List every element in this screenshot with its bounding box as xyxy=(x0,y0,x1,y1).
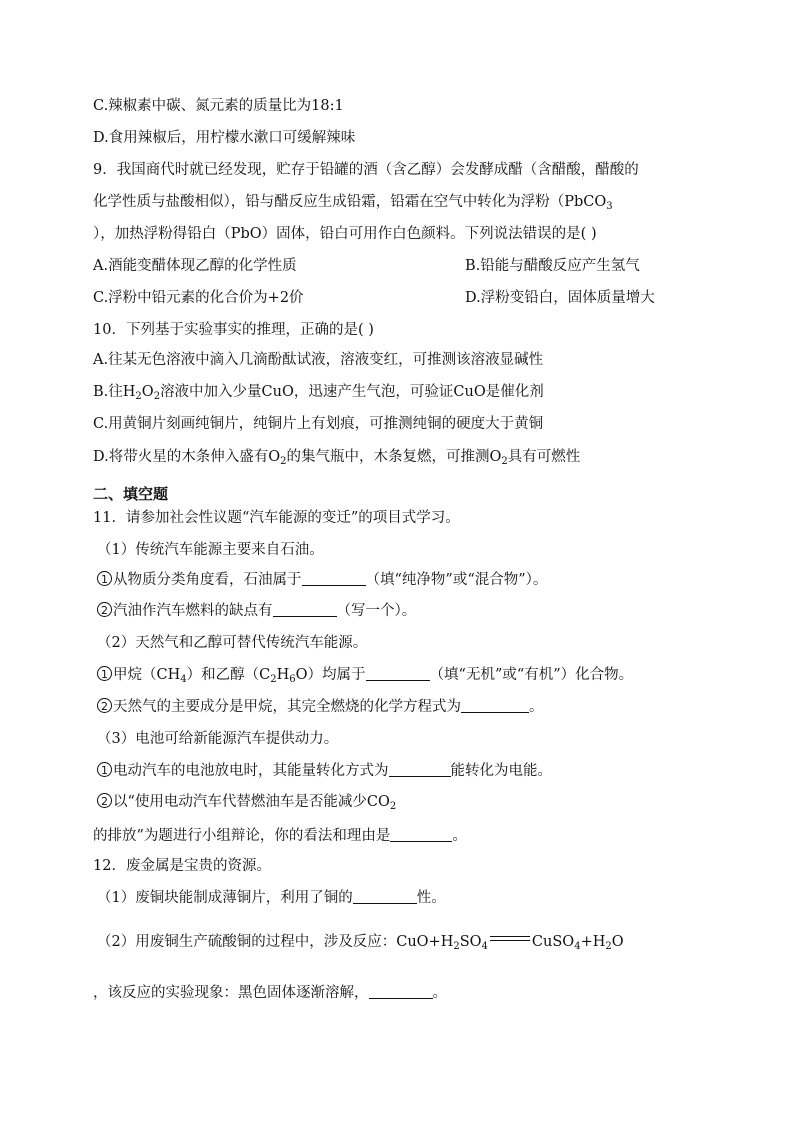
q9-option-a: A.酒能变醋体现乙醇的化学性质 xyxy=(93,258,297,274)
q9-option-b: B.铅能与醋酸反应产生氢气 xyxy=(465,258,640,274)
q9-options-cd xyxy=(93,288,734,308)
q9-stem-line3: ），加热浮粉得铅白（PbO）固体，铅白可用作白色颜料。下列说法错误的是( ) xyxy=(93,226,597,242)
q8-option-d: D.食用辣椒后，用柠檬水漱口可缓解辣味 xyxy=(93,130,356,146)
q11-part3: （3）电池可给新能源汽车提供动力。 xyxy=(97,731,339,747)
q10-stem: 10．下列基于实验事实的推理，正确的是( ) xyxy=(93,322,374,338)
answer-blank[interactable] xyxy=(273,601,337,617)
q9-stem-line1: 9．我国商代时就已经发现，贮存于铅罐的酒（含乙醇）会发酵成醋（含醋酸，醋酸的 xyxy=(93,162,639,178)
q9-options-ab xyxy=(93,256,734,276)
answer-blank[interactable] xyxy=(369,983,433,999)
q11-part2-item1: 1 甲烷$(CH_4)$和乙醇$(C_2H_6O)$均属于 （填“无机”或“有机”）化合物。 xyxy=(97,665,734,685)
q11-part2-item2: 2 天然气的主要成分是甲烷，其完全燃烧的化学方程式为 。 xyxy=(97,697,734,717)
q12-part2: （2）用废铜生产硫酸铜的过程中，涉及反应：$CuO+H_2SO_4$ $CuSO_4+H_2O$ xyxy=(97,934,624,952)
q8-option-c: C.辣椒素中碳、氮元素的质量比为18:1 xyxy=(93,98,344,114)
q12-part1: （1）废铜块能制成薄铜片，利用了铜的 性。 xyxy=(97,890,446,906)
q11-stem: 11．请参加社会性议题“汽车能源的变迁”的项目式学习。 xyxy=(93,510,460,526)
circled-number-1: 1 xyxy=(97,666,112,681)
answer-blank[interactable] xyxy=(366,665,430,681)
circled-number-1: 1 xyxy=(97,571,112,586)
answer-blank[interactable] xyxy=(302,570,366,586)
q10-option-a: A.往某无色溶液中滴入几滴酚酞试液，溶液变红，可推测该溶液显碱性 xyxy=(93,352,544,368)
q11-part3-item2: 2 以“使用电动汽车代替燃油车是否能减少$CO_2$ xyxy=(97,792,734,812)
q12-part2-cont: ，该反应的实验现象：黑色固体逐渐溶解， 。 xyxy=(93,985,447,1001)
q12-stem: 12．废金属是宝贵的资源。 xyxy=(93,858,271,874)
q9-option-c: C.浮粉中铅元素的化合价为+2价 xyxy=(93,290,304,306)
answer-blank[interactable] xyxy=(353,888,417,904)
section-title-fill-in: 二、填空题 xyxy=(93,485,169,503)
answer-blank[interactable] xyxy=(390,826,452,842)
answer-blank[interactable] xyxy=(389,761,451,777)
q11-part1: （1）传统汽车能源主要来自石油。 xyxy=(97,542,324,558)
circled-number-2: 2 xyxy=(97,793,112,808)
q9-stem-line2: 化学性质与盐酸相似），铅与醋反应生成铅霜，铅霜在空气中转化为浮粉（PbCO$_3$ xyxy=(93,194,613,212)
q9-option-d: D.浮粉变铅白，固体质量增大 xyxy=(465,290,655,306)
answer-blank[interactable] xyxy=(461,697,529,713)
q11-part3-item1: 1 电动汽车的电池放电时，其能量转化方式为 能转化为电能。 xyxy=(97,761,734,781)
q10-option-b: B.往$H_2O_2$溶液中加入少量CuO，迅速产生气泡，可验证CuO是催化剂 xyxy=(93,384,544,402)
q11-part1-item1: 1 从物质分类角度看，石油属于 （填“纯净物”或“混合物”）。 xyxy=(97,570,734,590)
q11-part1-item2: 2 汽油作汽车燃料的缺点有 （写一个）。 xyxy=(97,601,734,621)
circled-number-1: 1 xyxy=(97,762,112,777)
q10-option-d: D.将带火星的木条伸入盛有$O_2$的集气瓶中，木条复燃，可推测$O_2$具有可燃性 xyxy=(93,449,581,467)
equation-equals-sign xyxy=(490,935,530,943)
q10-option-c: C.用黄铜片刻画纯铜片，纯铜片上有划痕，可推测纯铜的硬度大于黄铜 xyxy=(93,416,544,432)
circled-number-2: 2 xyxy=(97,602,112,617)
circled-number-2: 2 xyxy=(97,698,112,713)
q11-part3-item2-cont: 的排放”为题进行小组辩论，你的看法和理由是 。 xyxy=(93,828,467,844)
q11-part2: （2）天然气和乙醇可替代传统汽车能源。 xyxy=(97,635,368,651)
